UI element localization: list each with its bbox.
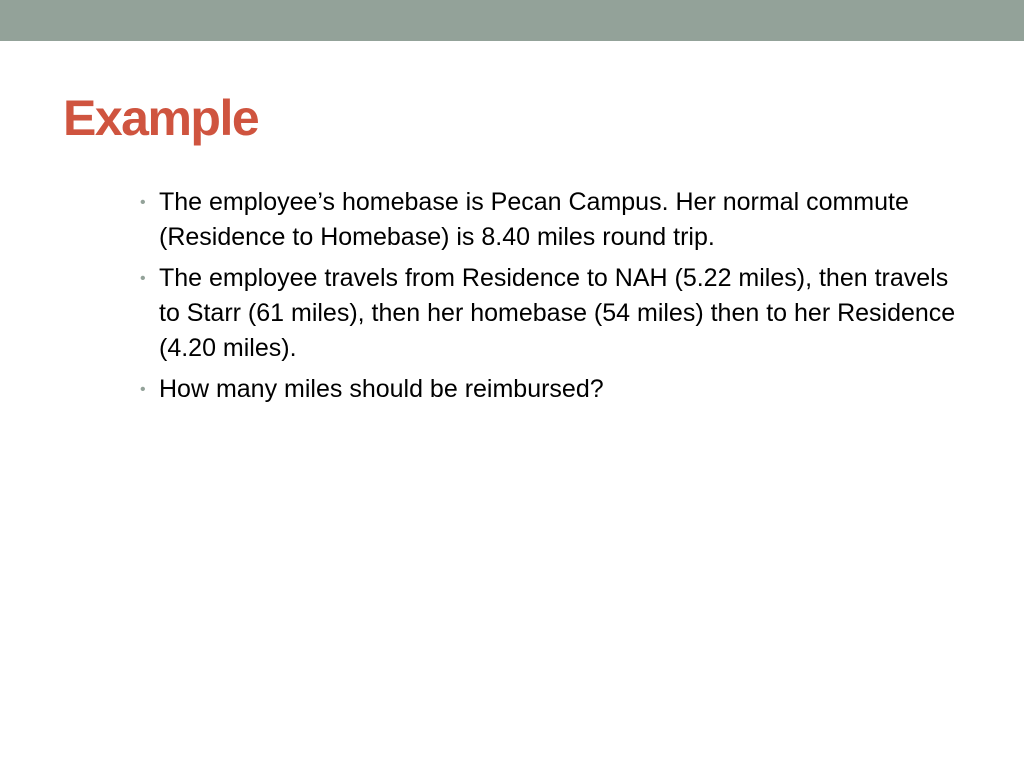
bullet-text: The employee travels from Residence to NAH (5.22 miles), then travels to Starr (61 miles), then her homebase (54 miles) then to her Residence (4.20 miles). [159,264,956,362]
bullet-list [140,185,960,413]
bullet-marker-icon: • [140,270,146,287]
bullet-marker-icon: • [140,381,146,398]
bullet-marker-icon: • [140,194,146,211]
bullet-text: How many miles should be reimbursed? [159,375,604,403]
bullet-text: The employee’s homebase is Pecan Campus. Her normal commute (Residence to Homebase) is 8.40 miles round trip. [159,188,909,251]
bullet-item-homebase [140,185,960,255]
top-accent-band [0,0,1024,41]
bullet-item-question [140,372,960,407]
bullet-item-travel-route [140,261,960,366]
slide-title: Example [63,90,259,146]
